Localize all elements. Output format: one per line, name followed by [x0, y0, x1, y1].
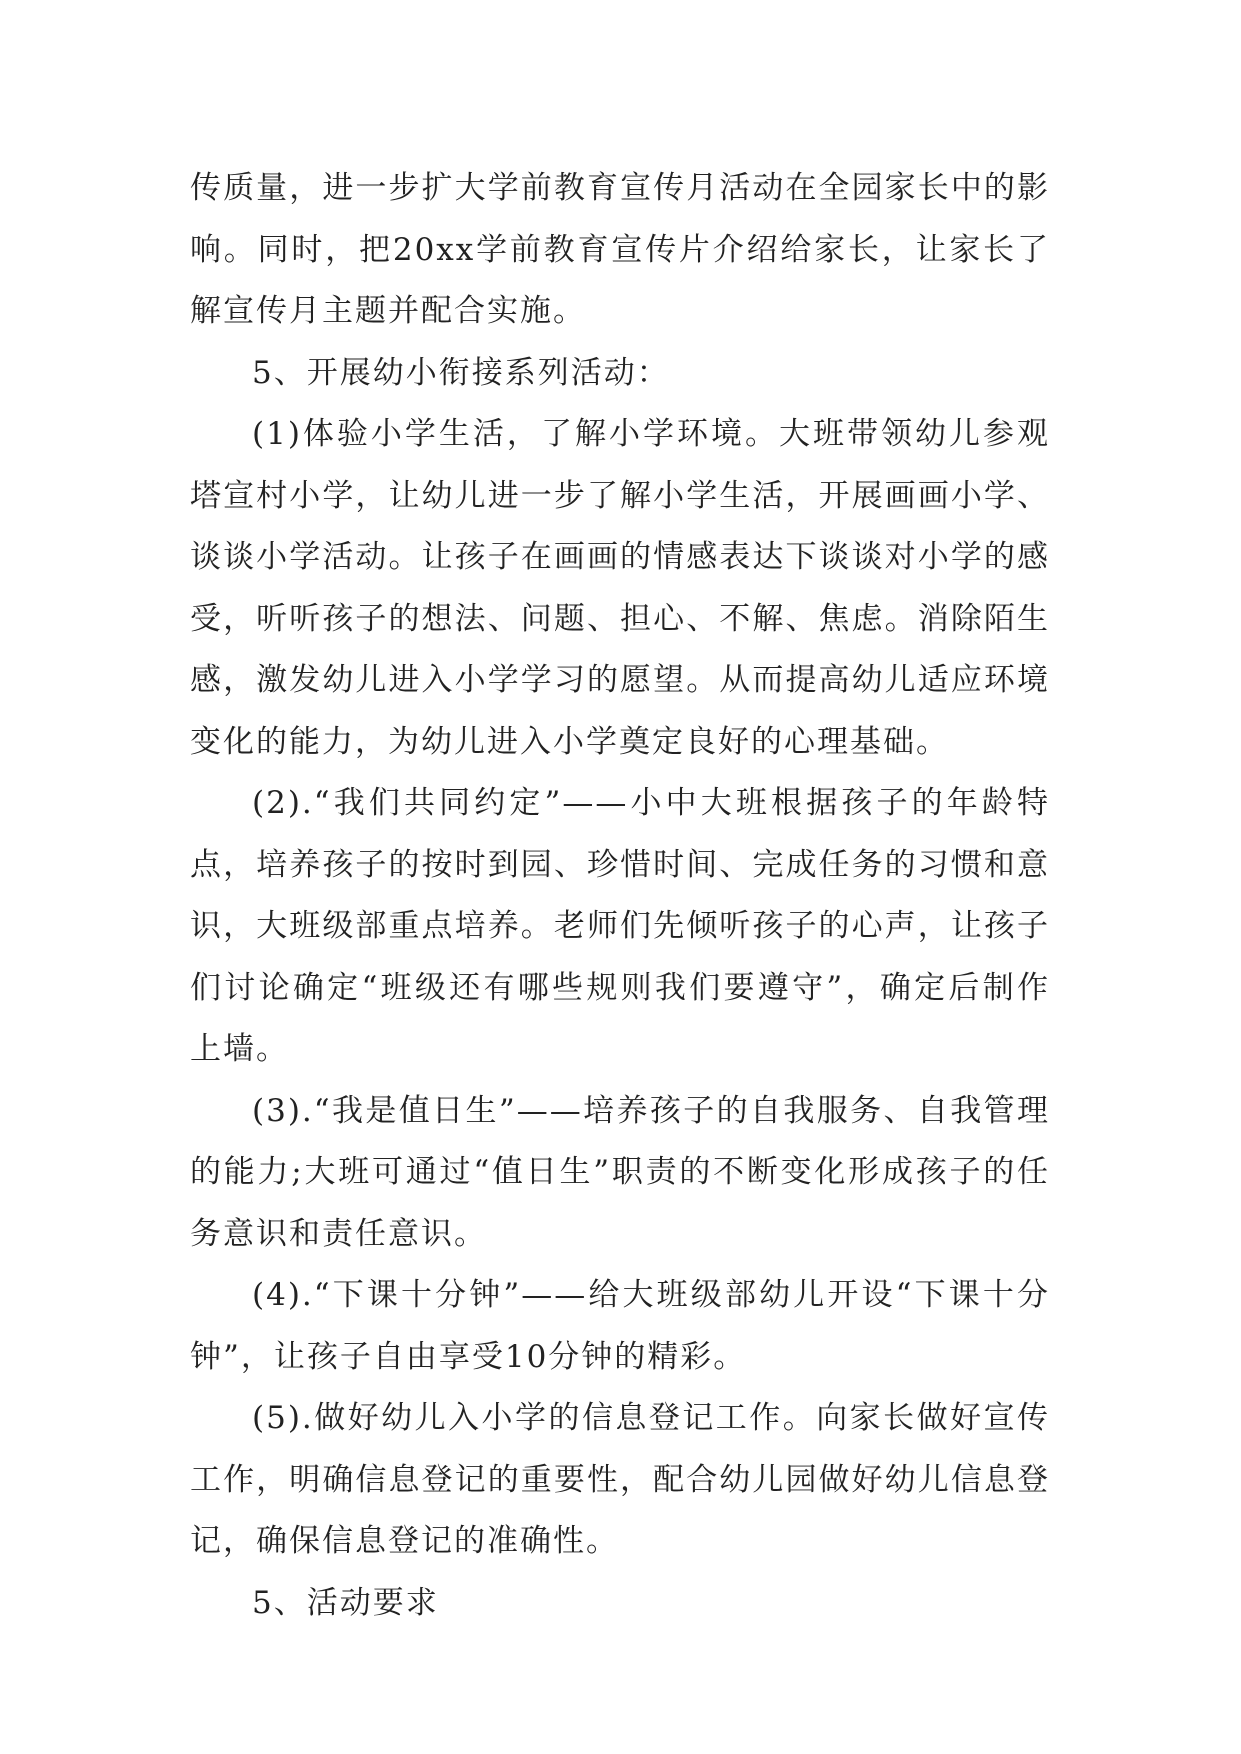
- paragraph-item-2: (2).“我们共同约定”——小中大班根据孩子的年龄特点，培养孩子的按时到园、珍惜时间、完成任务的习惯和意识，大班级部重点培养。老师们先倾听孩子的心声，让孩子们讨论确定“班级还有哪些规则我们要遵守”，确定后制作上墙。: [190, 785, 1050, 1067]
- paragraph-item-5: (5).做好幼儿入小学的信息登记工作。向家长做好宣传工作，明确信息登记的重要性，配合幼儿园做好幼儿信息登记，确保信息登记的准确性。: [190, 1400, 1050, 1559]
- paragraph-item-1: (1)体验小学生活，了解小学环境。大班带领幼儿参观塔宣村小学，让幼儿进一步了解小学生活，开展画画小学、谈谈小学活动。让孩子在画画的情感表达下谈谈对小学的感受，听听孩子的想法、问题、担心、不解、焦虑。消除陌生感，激发幼儿进入小学学习的愿望。从而提高幼儿适应环境变化的能力，为幼儿进入小学奠定良好的心理基础。: [190, 416, 1050, 760]
- paragraph-continuation: 传质量，进一步扩大学前教育宣传月活动在全园家长中的影响。同时，把20xx学前教育宣传片介绍给家长，让家长了解宣传月主题并配合实施。: [190, 170, 1050, 329]
- section-heading-activities: 5、开展幼小衔接系列活动：: [252, 354, 670, 391]
- body-text: [190, 158, 1050, 1634]
- paragraph-item-3: (3).“我是值日生”——培养孩子的自我服务、自我管理的能力;大班可通过“值日生”职责的不断变化形成孩子的任务意识和责任意识。: [190, 1092, 1050, 1252]
- section-heading-requirements: 5、活动要求: [252, 1584, 439, 1621]
- paragraph-item-4: (4).“下课十分钟”——给大班级部幼儿开设“下课十分钟”，让孩子自由享受10分钟的精彩。: [190, 1277, 1050, 1375]
